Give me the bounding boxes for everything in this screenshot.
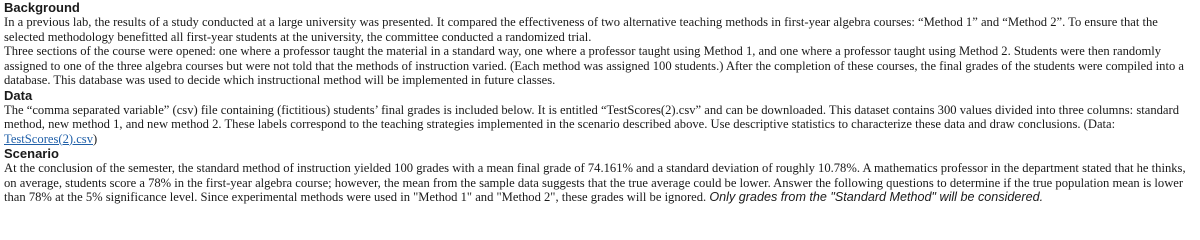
scenario-section <box>4 146 1194 205</box>
scenario-emphasis: Only grades from the "Standard Method" will be considered. <box>709 190 1044 204</box>
data-paragraph-text: The “comma separated variable” (csv) file containing (fictitious) students’ final grades is included below. It is entitled “TestScores(2).csv” and can be downloaded. This dataset contains 300 values divided into three columns: standard method, new method 1, and new method 2. These labels correspond to the teaching strategies implemented in the scenario described above. Use descriptive statistics to characterize these data and draw conclusions. (Data: <box>4 102 1179 131</box>
data-paragraph-close: ) <box>93 131 98 146</box>
scenario-paragraph-text: At the conclusion of the semester, the standard method of instruction yielded 100 grades with a mean final grade of 74.161% and a standard deviation of roughly 10.78%. A mathematics professor in the department stated that he thinks, on average, students score a 78% in the first-year algebra course; however, the mean from the sample data suggests that the true average could be lower. Answer the following questions to determine if the true population mean is lower than 78% at the 5% significance level. Since experimental methods were used in "Method 1" and "Method 2", these grades will be ignored. <box>4 161 1186 204</box>
data-heading: Data <box>4 87 33 103</box>
data-paragraph <box>4 103 1194 147</box>
scenario-heading: Scenario <box>4 146 59 161</box>
scenario-paragraph <box>4 161 1194 205</box>
data-section <box>4 88 1194 147</box>
background-paragraph-2: Three sections of the course were opened: one where a professor taught the material in a standard way, one where a professor taught using Method 1, and one where a professor taught using Method 2. Students were then randomly assigned to one of the three algebra courses but were not told that the methods of instruction varied. (Each method was assigned 100 students.) After the completion of these courses, the final grades of the students were compiled into a database. This database was used to decide which instructional method will be implemented in future classes. <box>4 44 1184 87</box>
background-section <box>4 0 1194 88</box>
background-paragraph-1: In a previous lab, the results of a study conducted at a large university was presented. It compared the effectiveness of two alternative teaching methods in first-year algebra courses: “Method 1” and “Method 2”. To ensure that the selected methodology benefitted all first-year students at the university, the committee conducted a randomized trial. <box>4 15 1158 44</box>
testscores-csv-link[interactable]: TestScores(2).csv <box>4 131 93 146</box>
background-heading: Background <box>4 0 80 15</box>
